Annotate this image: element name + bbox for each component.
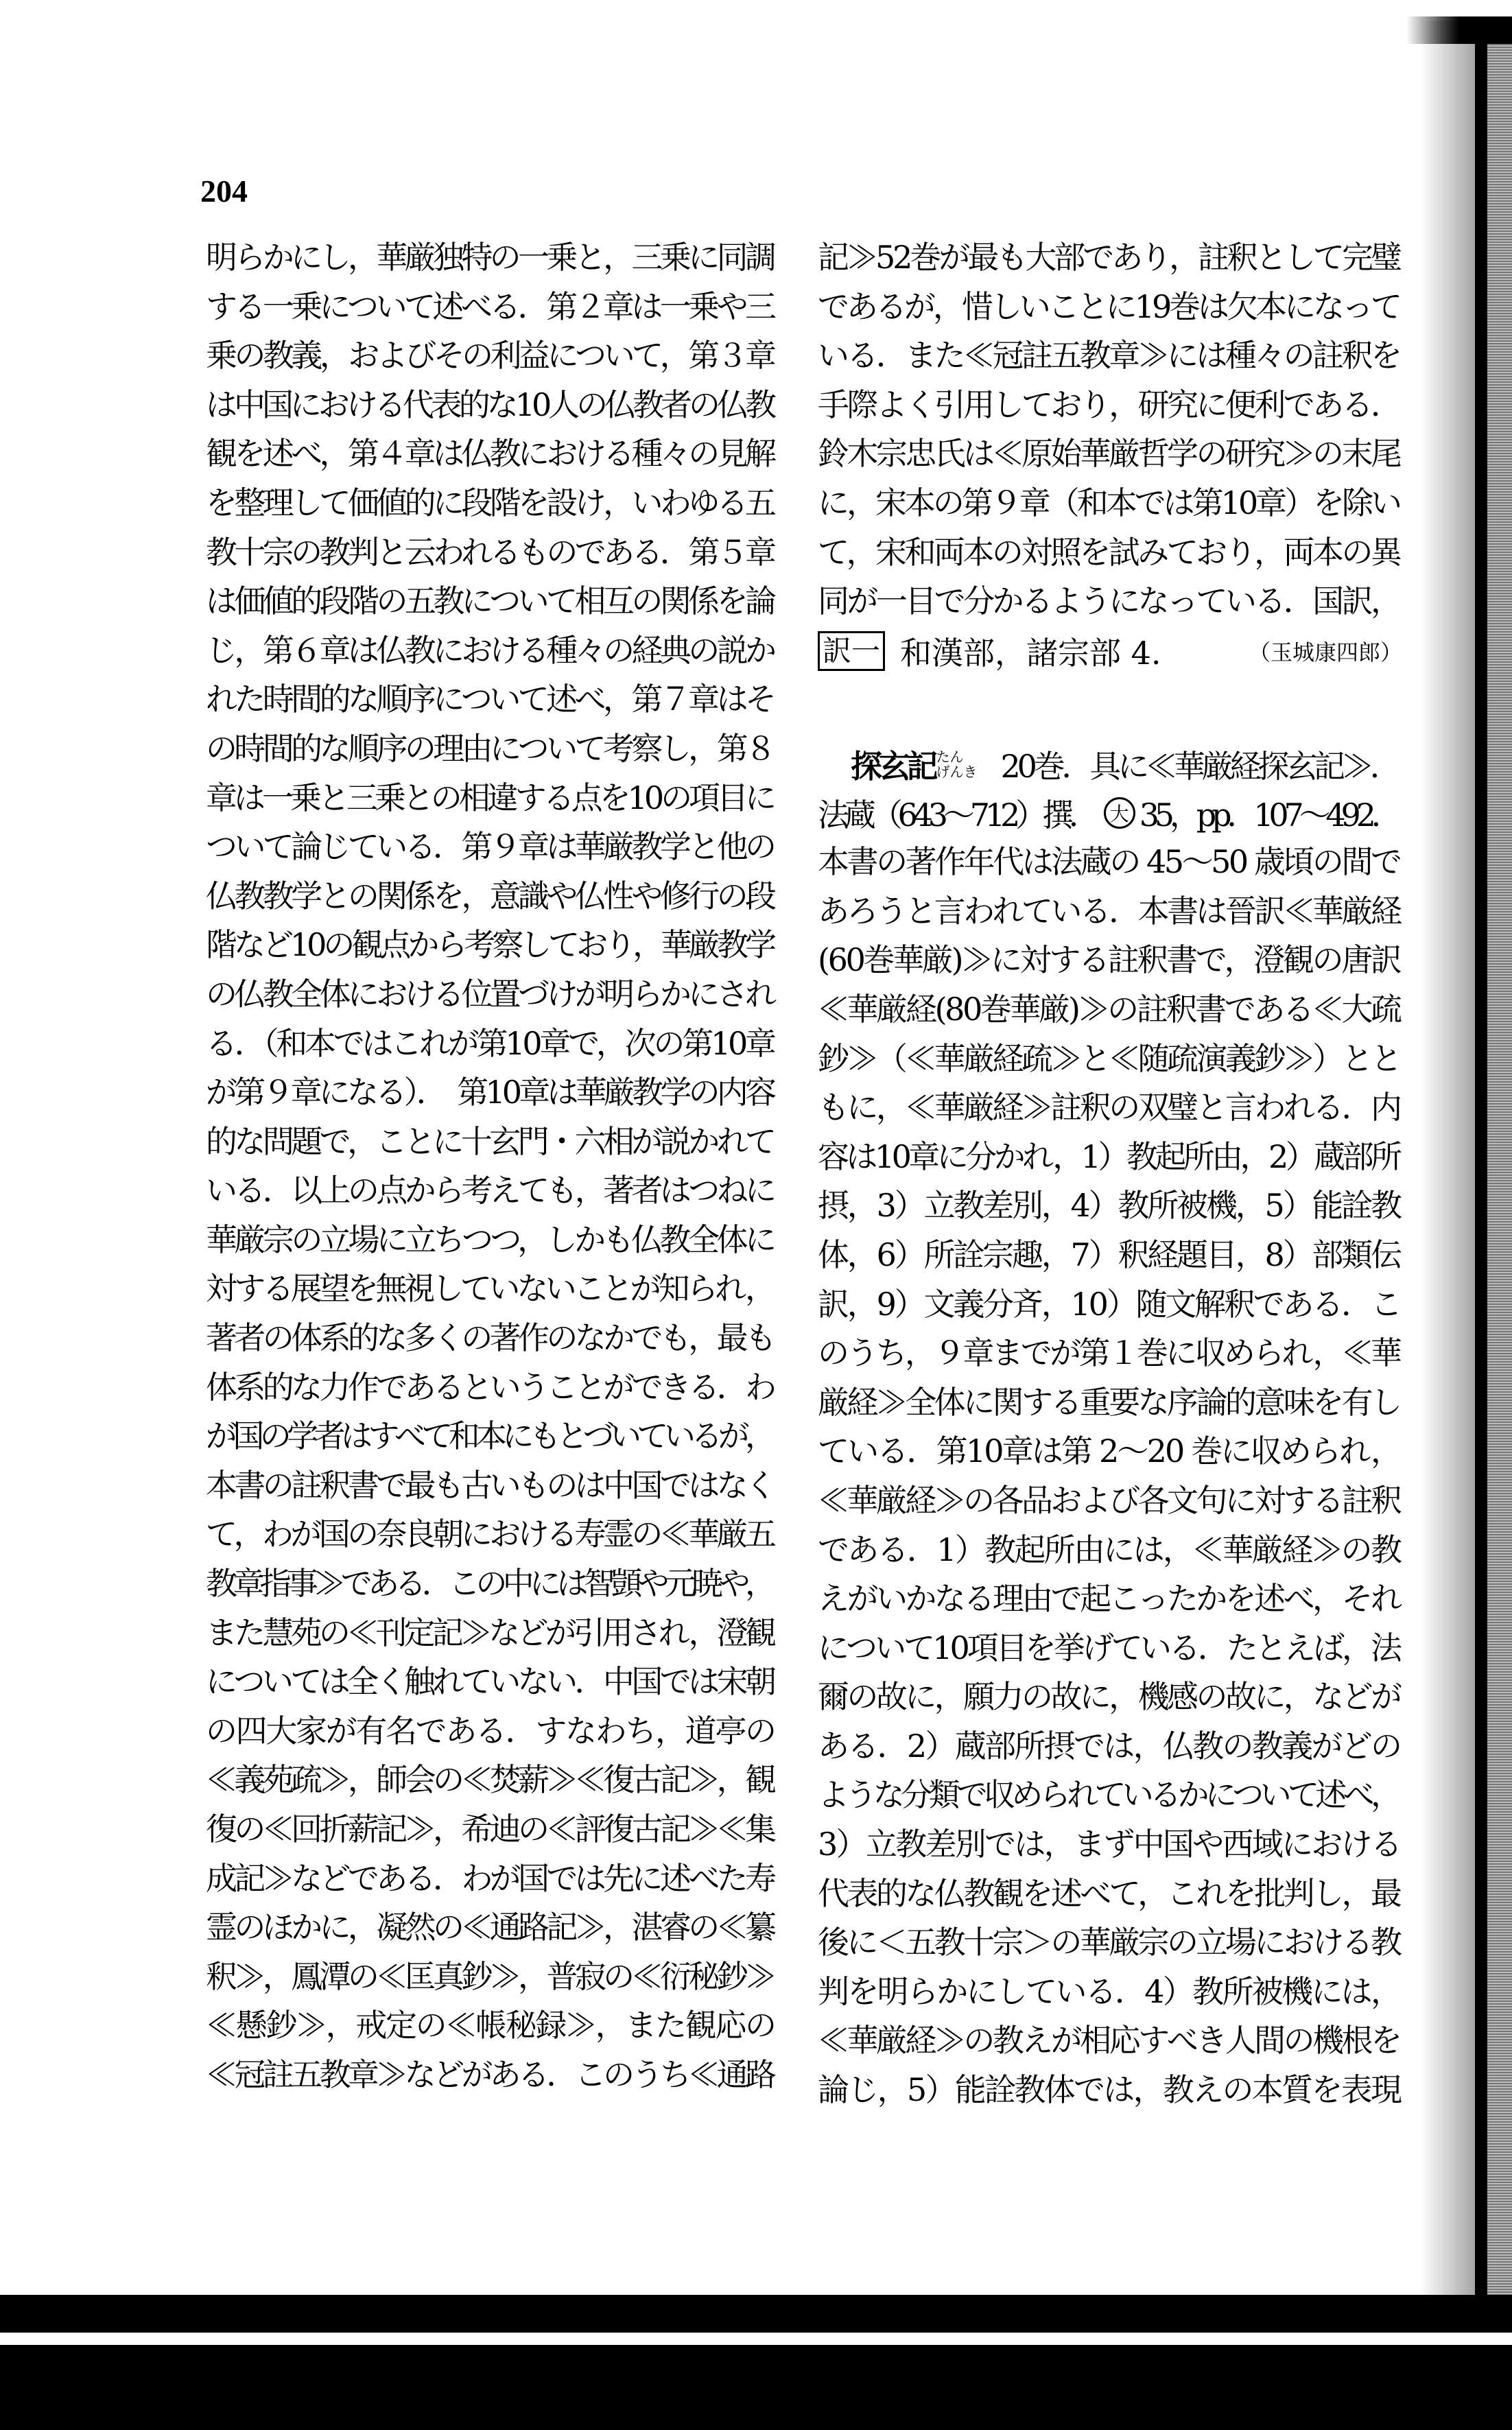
- scan-bottom-border-2: [0, 2345, 1512, 2430]
- text-line-content: 本書の著作年代は法蔵の 45～50 歳頃の間で: [818, 843, 1400, 881]
- text-line-content: ≪華厳経≫の教えが相応すべき人間の機根を: [818, 2022, 1400, 2060]
- entry-line1-rest: 20巻．具に≪華厳経探玄記≫．: [1000, 747, 1398, 785]
- text-line: [818, 1427, 1402, 1476]
- text-line: [206, 675, 777, 724]
- text-line: [818, 1820, 1402, 1869]
- text-line: [206, 1019, 777, 1069]
- text-line-content: ている．第10章は第 2～20 巻に収められ，: [818, 1432, 1401, 1470]
- text-line: [206, 1461, 777, 1511]
- text-line-content: は中国における代表的な10人の仏教者の仏教: [206, 386, 773, 423]
- text-line-content: れた時間的な順序について述べ，第７章はそ: [206, 681, 774, 718]
- text-line: [206, 1903, 777, 1953]
- text-line-content: て，わが国の奈良朝における寿霊の≪華厳五: [206, 1515, 774, 1553]
- text-line-content: (60巻華厳)≫に対する註釈書で，澄観の唐訳: [818, 941, 1400, 979]
- entry-heading: 探玄記: [851, 747, 935, 785]
- text-line: [818, 1083, 1402, 1133]
- text-line: [206, 626, 777, 676]
- text-line-content: 同が一目で分かるようになっている．国訳，: [818, 582, 1400, 620]
- entry-ruby: [936, 749, 978, 779]
- text-line: [206, 724, 777, 774]
- text-line: [206, 528, 777, 578]
- text-line-content: る．（和本ではこれが第10章で，次の第10章: [206, 1024, 774, 1062]
- text-line-content: の四大家が有名である．すなわち，道亭の: [206, 1712, 775, 1749]
- scan-top-shadow: [1406, 16, 1512, 44]
- text-line-content: 判を明らかにしている．4）教所被機には，: [818, 1972, 1401, 2010]
- text-line-content: 階など10の観点から考察しており，華厳教学: [206, 926, 773, 964]
- text-line-content: 仏教教学との関係を，意識や仏性や修行の段: [206, 877, 774, 915]
- text-line: [818, 1181, 1402, 1231]
- text-line: [818, 429, 1402, 479]
- text-line-content: ような分類で収められているかについて述べ，: [818, 1776, 1399, 1814]
- entry-tangenki: [818, 740, 1402, 2115]
- text-line: [206, 577, 777, 626]
- text-line: [206, 774, 777, 823]
- taisho-reference: 35，pp．107～492．: [1139, 797, 1398, 834]
- text-line: [206, 1216, 777, 1265]
- text-line-content: 代表的な仏教観を述べて，これを批判し，最: [818, 1874, 1400, 1912]
- text-line-content: 厳経≫全体に関する重要な序論的意味を有し: [818, 1383, 1400, 1421]
- text-line-content: じ，第６章は仏教における種々の経典の説か: [206, 631, 774, 669]
- text-line: [206, 331, 777, 381]
- text-line-content: また慧苑の≪刊定記≫などが引用され，澄観: [206, 1614, 774, 1651]
- text-line-content: もに，≪華厳経≫註釈の双璧と言われる．内: [818, 1089, 1400, 1126]
- text-line-content: について10項目を挙げている．たとえば，法: [818, 1629, 1400, 1666]
- text-line: [206, 1118, 777, 1167]
- text-line: [818, 1231, 1402, 1280]
- author-signature: （玉城康四郎）: [1248, 639, 1402, 665]
- text-line-content: ある．2）蔵部所摂では，仏教の教義がどの: [818, 1727, 1401, 1765]
- text-line-content: 章は一乗と三乗との相違する点を10の項目に: [206, 779, 773, 816]
- text-line-content: 手際よく引用しており，研究に便利である．: [818, 386, 1400, 423]
- text-line: [818, 1624, 1402, 1673]
- text-line-content: である．1）教起所由には，≪華厳経≫の教: [818, 1531, 1401, 1568]
- text-line-content: 乗の教義，およびその利益について，第３章: [206, 337, 774, 375]
- text-line: [818, 1378, 1402, 1428]
- text-line: [818, 479, 1402, 528]
- text-line-content: のうち，９章までが第１巻に収められ，≪華: [818, 1334, 1400, 1372]
- text-line-content: ≪懸鈔≫，戒定の≪帳秘録≫，また観応の: [206, 2007, 775, 2044]
- text-line-content: を整理して価値的に段階を設け，いわゆる五: [206, 484, 774, 521]
- text-line-content: が第９章になる）． 第10章は華厳教学の内容: [206, 1074, 774, 1111]
- text-line: [818, 1035, 1402, 1084]
- text-line: [818, 283, 1402, 332]
- text-line: [818, 1918, 1402, 1968]
- text-line-content: えがいかなる理由で起こったかを述べ，それ: [818, 1580, 1400, 1618]
- text-line-content: 教十宗の教判と云われるものである．第５章: [206, 533, 774, 571]
- text-line: [206, 872, 777, 921]
- scan-shadow: [1420, 21, 1475, 2298]
- text-line: [818, 381, 1402, 430]
- text-line: [818, 1869, 1402, 1919]
- entry-heading-line: [818, 740, 1402, 789]
- text-line: [206, 233, 777, 283]
- text-line-content: 釈≫，鳳潭の≪匡真鈔≫，普寂の≪衍秘鈔≫: [206, 1957, 774, 1995]
- text-line: [206, 1658, 777, 1707]
- text-line: [206, 970, 777, 1019]
- text-line: [818, 331, 1402, 381]
- text-line-content: ≪義苑疏≫，師会の≪焚薪≫≪復古記≫，観: [206, 1761, 774, 1799]
- text-line-content: ≪華厳経≫の各品および各文句に対する註釈: [818, 1481, 1400, 1519]
- text-line: [818, 1476, 1402, 1526]
- taisho-circled-icon: 大: [1104, 797, 1135, 829]
- text-line-content: て，宋和両本の対照を試みており，両本の異: [818, 533, 1400, 571]
- text-line-content: ついて論じている．第９章は華厳教学と他の: [206, 828, 774, 866]
- text-line: [818, 233, 1402, 283]
- text-line-content: ≪華厳経(80巻華厳)≫の註釈書である≪大疏: [818, 990, 1400, 1028]
- text-line-content: 明らかにし，華厳独特の一乗と，三乗に同調: [206, 239, 774, 276]
- text-line-content: 容は10章に分かれ，1）教起所由，2）蔵部所: [818, 1137, 1399, 1175]
- kokuyaku-reference: 和漢部，諸宗部 4.: [900, 634, 1161, 672]
- text-line: [206, 1314, 777, 1363]
- text-line-content: 著者の体系的な多くの著作のなかでも，最も: [206, 1319, 774, 1357]
- text-line: [818, 1574, 1402, 1624]
- left-text-column: [206, 233, 777, 2100]
- text-line: [206, 1068, 777, 1118]
- page-number: 204: [200, 174, 248, 209]
- text-line-content: 記≫52巻が最も大部であり，註釈として完璧: [818, 239, 1399, 276]
- text-line-content: 華厳宗の立場に立ちつつ，しかも仏教全体に: [206, 1220, 774, 1258]
- text-line-content: 対する展望を無視していないことが知られ，: [206, 1270, 774, 1308]
- text-line-content: は価値的段階の五教について相互の関係を論: [206, 582, 774, 620]
- text-line-content: 本書の註釈書で最も古いものは中国ではなく: [206, 1466, 774, 1504]
- text-line-content: 復の≪回折薪記≫，希迪の≪評復古記≫≪集: [206, 1810, 774, 1848]
- text-line: [818, 1722, 1402, 1771]
- text-line: [206, 1510, 777, 1559]
- text-line: [206, 283, 777, 332]
- text-line: [206, 1756, 777, 1805]
- ruby-bottom: げんき: [936, 763, 978, 780]
- text-line: [206, 1166, 777, 1216]
- text-line-content: 鈴木宗忠氏は≪原始華厳哲学の研究≫の末尾: [818, 435, 1400, 473]
- text-line-content: する一乗について述べる．第２章は一乗や三: [206, 287, 774, 325]
- text-line-content: 霊のほかに，凝然の≪通路記≫，湛睿の≪纂: [206, 1909, 774, 1946]
- text-line-content: 成記≫などである．わが国では先に述べた寿: [206, 1859, 774, 1897]
- text-line: [818, 528, 1402, 578]
- text-line: [818, 1771, 1402, 1820]
- text-line: [206, 1953, 777, 2002]
- text-line-content: 摂，3）立教差別，4）教所被機，5）能詮教: [818, 1187, 1400, 1225]
- text-line-content: 訳，9）文義分斉，10）随文解釈である．こ: [818, 1285, 1400, 1323]
- text-line-content: いる．また≪冠註五教章≫には種々の註釈を: [818, 337, 1400, 375]
- text-line: [206, 381, 777, 430]
- kokuyaku-boxed-label: 訳一: [818, 631, 885, 671]
- text-line-content: 論じ，5）能詮教体では，教えの本質を表現: [818, 2071, 1401, 2109]
- text-line-content: 体系的な力作であるということができる．わ: [206, 1368, 774, 1406]
- text-line-content: 鈔≫（≪華厳経疏≫と≪随疏演義鈔≫）とと: [818, 1039, 1400, 1077]
- text-line: [206, 1559, 777, 1609]
- text-line: [818, 1133, 1402, 1182]
- text-line: [818, 1526, 1402, 1575]
- text-line: [818, 577, 1402, 626]
- text-line: [818, 1329, 1402, 1378]
- scan-bottom-border: [0, 2295, 1512, 2333]
- text-line: [818, 1280, 1402, 1330]
- text-line-content: 的な問題で，ことに十玄門・六相が説かれて: [206, 1122, 774, 1160]
- text-line-content: 体，6）所詮宗趣，7）釈経題目，8）部類伝: [818, 1236, 1400, 1273]
- text-line-content: が国の学者はすべて和本にもとづいているが，: [206, 1417, 772, 1455]
- text-line: [818, 1673, 1402, 1722]
- right-text-column-top: [818, 233, 1402, 675]
- author-dates: 法蔵（643～712）撰．: [818, 797, 1096, 834]
- text-line: [818, 838, 1402, 887]
- text-line: [206, 1412, 777, 1461]
- text-line: [206, 2001, 777, 2051]
- text-line: [206, 1805, 777, 1854]
- text-line: [818, 985, 1402, 1035]
- closing-line: [818, 626, 1402, 676]
- text-line: [206, 1707, 777, 1756]
- text-line: [206, 429, 777, 479]
- text-line-content: いる．以上の点から考えても，著者はつねに: [206, 1172, 774, 1210]
- text-line: [206, 921, 777, 970]
- text-line: [206, 2051, 777, 2100]
- text-line: [206, 1363, 777, 1413]
- entry-line-2: [818, 789, 1402, 838]
- text-line-content: 観を述べ，第４章は仏教における種々の見解: [206, 435, 774, 473]
- ruby-top: たん: [936, 748, 964, 765]
- text-line-content: については全く触れていない．中国では宋朝: [206, 1663, 774, 1701]
- text-line-content: の仏教全体における位置づけが明らかにされ: [206, 975, 774, 1013]
- scan-speckle: [1487, 21, 1512, 2298]
- text-line: [818, 1968, 1402, 2017]
- scan-page-edge: [1475, 21, 1487, 2298]
- text-line: [206, 1854, 777, 1904]
- text-line: [818, 936, 1402, 985]
- text-line-content: の時間的な順序の理由について考察し，第８: [206, 729, 774, 767]
- text-line-content: あろうと言われている．本書は晉訳≪華厳経: [818, 892, 1400, 930]
- text-line: [206, 479, 777, 528]
- text-line-content: ≪冠註五教章≫などがある．このうち≪通路: [206, 2055, 774, 2093]
- text-line: [818, 2066, 1402, 2115]
- text-line-content: 後に＜五教十宗＞の華厳宗の立場における教: [818, 1924, 1400, 1961]
- text-line-content: であるが，惜しいことに19巻は欠本になって: [818, 287, 1399, 325]
- text-line: [206, 1609, 777, 1658]
- text-line-content: 3）立教差別では，まず中国や西域における: [818, 1826, 1401, 1863]
- text-line-content: に，宋本の第９章（和本では第10章）を除い: [818, 484, 1399, 521]
- text-line: [818, 2016, 1402, 2066]
- text-line: [818, 887, 1402, 936]
- text-line-content: 爾の故に，願力の故に，機感の故に，などが: [818, 1678, 1400, 1716]
- text-line: [206, 1264, 777, 1314]
- text-line-content: 教章指事≫である．この中には智顗や元暁や，: [206, 1565, 772, 1603]
- text-line: [206, 823, 777, 872]
